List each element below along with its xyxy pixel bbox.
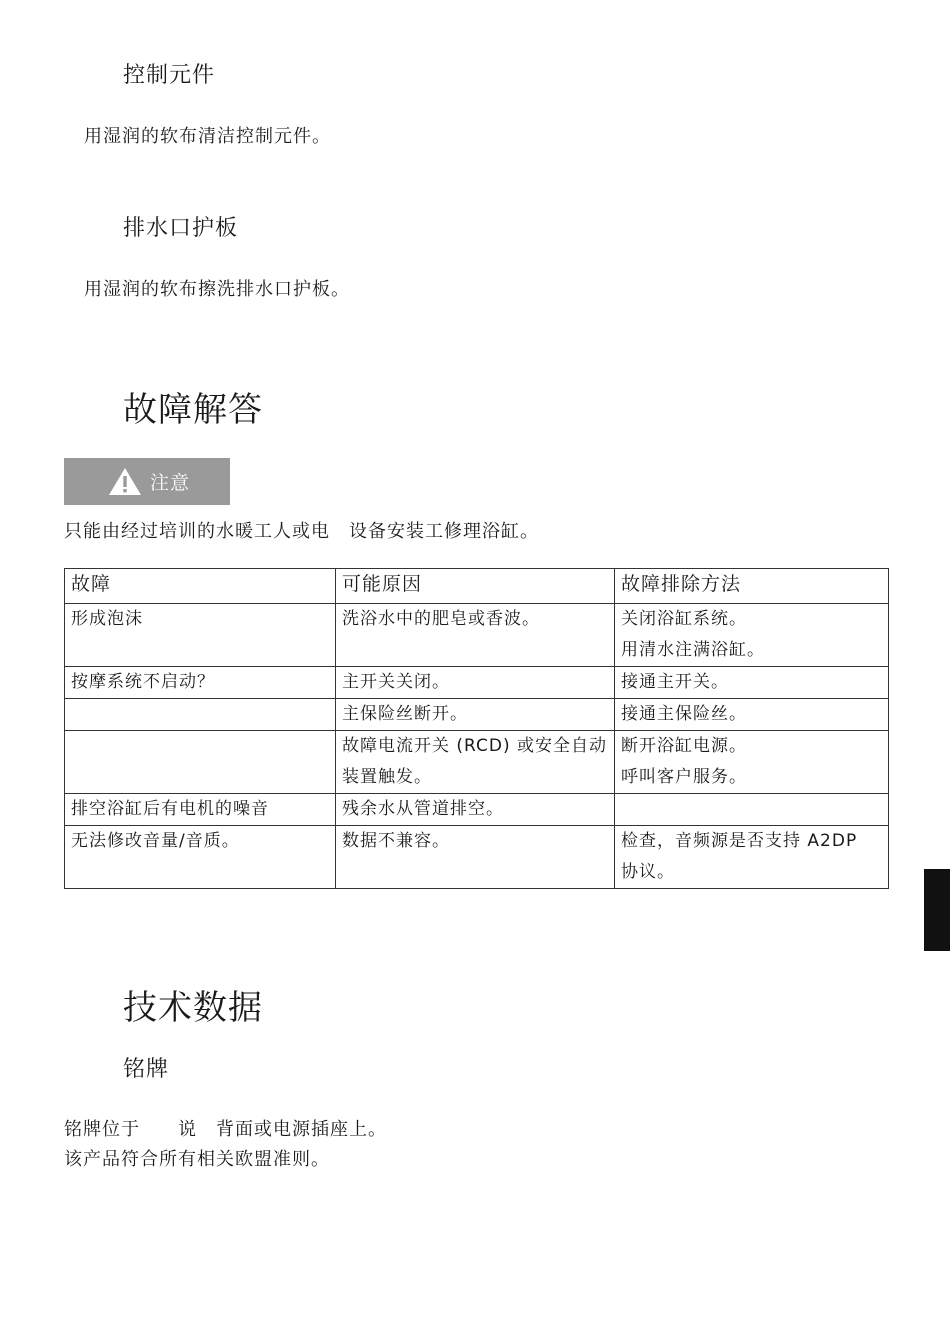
table-row xyxy=(65,826,889,889)
remedy-cell xyxy=(615,604,889,667)
table-header-row xyxy=(65,569,889,604)
warning-triangle-icon xyxy=(108,467,142,496)
cause-cell: 数据不兼容。 xyxy=(336,826,615,889)
table-row xyxy=(65,699,889,731)
nameplate-text-1: 铭牌位于 说 背面或电源插座上。 xyxy=(64,1119,387,1140)
table-row xyxy=(65,731,889,794)
remedy-cell xyxy=(615,731,889,794)
caution-label: 注意 xyxy=(150,472,191,494)
caution-text: 只能由经过培训的水暖工人或电 设备安装工修理浴缸。 xyxy=(64,521,539,542)
remedy-line: 断开浴缸电源。 xyxy=(621,736,747,756)
remedy-line: 用清水注满浴缸。 xyxy=(621,640,765,660)
remedy-line: 接通主开关。 xyxy=(621,672,729,692)
cause-cell: 主开关关闭。 xyxy=(336,667,615,699)
fault-cell xyxy=(65,731,336,794)
table-row xyxy=(65,794,889,826)
fault-cell xyxy=(65,699,336,731)
nameplate-heading: 铭牌 xyxy=(123,1057,170,1082)
table-row xyxy=(65,667,889,699)
controls-text: 用湿润的软布清洁控制元件。 xyxy=(84,126,331,147)
nameplate-text-2: 该产品符合所有相关欧盟准则。 xyxy=(64,1149,330,1170)
cause-cell: 故障电流开关 (RCD) 或安全自动装置触发。 xyxy=(336,731,615,794)
remedy-line: 协议。 xyxy=(621,862,675,882)
remedy-line: 检查，音频源是否支持 A2DP xyxy=(621,831,858,851)
tech-data-heading: 技术数据 xyxy=(123,988,263,1028)
remedy-cell xyxy=(615,699,889,731)
remedy-line: 关闭浴缸系统。 xyxy=(621,609,747,629)
cause-cell: 洗浴水中的肥皂或香波。 xyxy=(336,604,615,667)
troubleshooting-table xyxy=(64,568,889,889)
caution-box xyxy=(64,458,230,505)
remedy-line: 呼叫客户服务。 xyxy=(621,767,747,787)
remedy-line: 接通主保险丝。 xyxy=(621,704,747,724)
drain-heading: 排水口护板 xyxy=(123,216,239,241)
remedy-cell xyxy=(615,667,889,699)
cause-cell: 残余水从管道排空。 xyxy=(336,794,615,826)
drain-text: 用湿润的软布擦洗排水口护板。 xyxy=(84,279,350,300)
fault-cell: 按摩系统不启动？ xyxy=(65,667,336,699)
header-remedy: 故障排除方法 xyxy=(615,569,889,604)
troubleshooting-heading: 故障解答 xyxy=(123,390,263,430)
header-fault: 故障 xyxy=(65,569,336,604)
remedy-cell xyxy=(615,794,889,826)
fault-cell: 形成泡沫 xyxy=(65,604,336,667)
controls-heading: 控制元件 xyxy=(123,63,216,88)
cause-cell: 主保险丝断开。 xyxy=(336,699,615,731)
table-row xyxy=(65,604,889,667)
fault-cell: 排空浴缸后有电机的噪音 xyxy=(65,794,336,826)
remedy-cell xyxy=(615,826,889,889)
page-edge-tab xyxy=(924,869,950,951)
fault-cell: 无法修改音量/音质。 xyxy=(65,826,336,889)
header-cause: 可能原因 xyxy=(336,569,615,604)
